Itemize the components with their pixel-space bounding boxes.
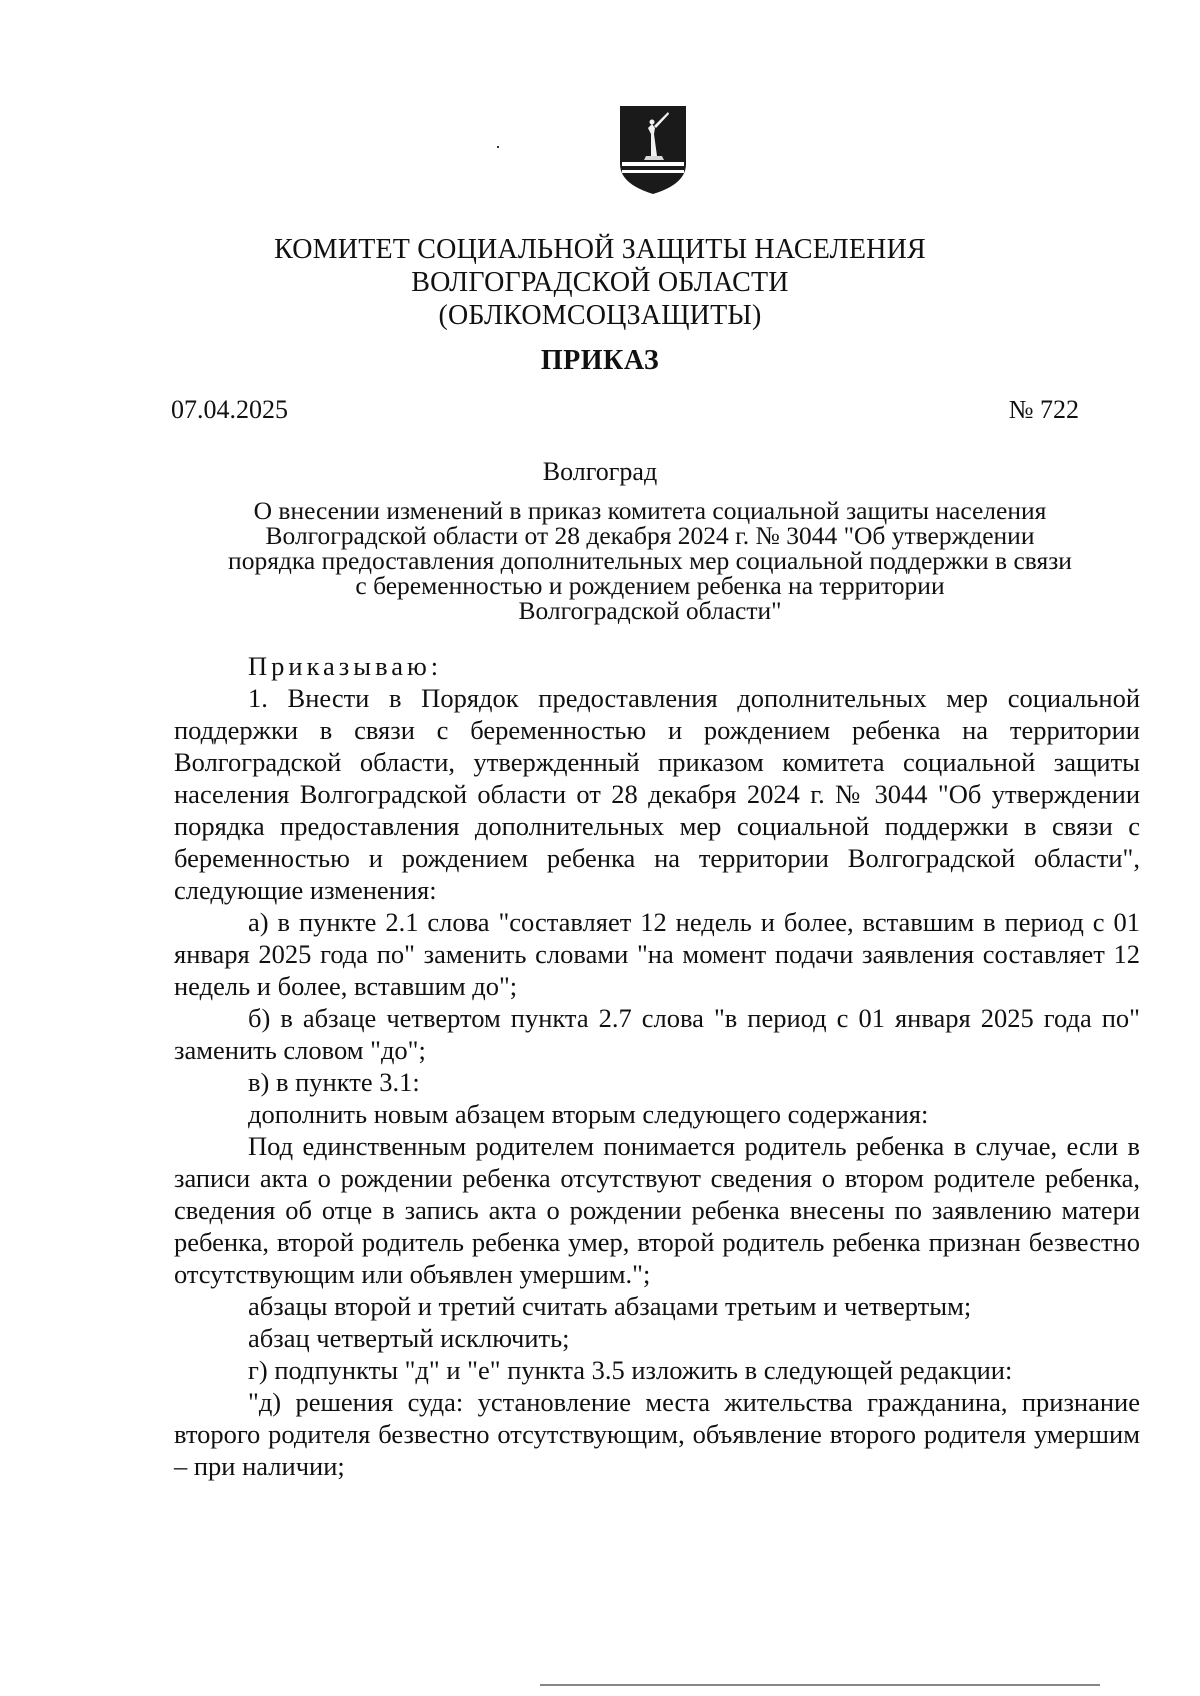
subject-line: О внесении изменений в приказ комитета социальной защиты населения xyxy=(253,496,1047,525)
paragraph-d: "д) решения суда: установление места жительства гражданина, признание второго родителя безвестно отсутствующим, объявление второго родителя умершим – при наличии; xyxy=(174,1387,1140,1481)
paragraph-g: г) подпункты "д" и "е" пункта 3.5 изложить в следующей редакции: xyxy=(248,1355,1013,1385)
paragraph-v: в) в пункте 3.1: xyxy=(248,1067,420,1097)
coat-of-arms-icon xyxy=(618,104,688,196)
order-body xyxy=(174,650,1140,1482)
paragraph-1: 1. Внести в Порядок предоставления дополнительных мер социальной поддержки в связи с беременностью и рождением ребенка на территории Волгоградской области, утвержденный приказом комитета социальной защиты населения Волгоградской области от 28 декабря 2024 г. № 3044 "Об утверждении порядка предоставления дополнительных мер социальной поддержки в связи с беременностью и рождением ребенка на территории Волгоградской области", следующие изменения: xyxy=(174,683,1140,905)
org-abbreviation: (ОБЛКОМСОЦЗАЩИТЫ) xyxy=(438,300,762,331)
paragraph-exclude: абзац четвертый исключить; xyxy=(248,1323,570,1353)
paragraph-single-parent: Под единственным родителем понимается родитель ребенка в случае, если в записи акта о рождении ребенка отсутствуют сведения о втором родителе ребенка, сведения об отце в запись акта о рождении ребенка внесены по заявлению матери ребенка, второй родитель ребенка умер, второй родитель ребенка признан безвестно отсутствующим или объявлен умершим."; xyxy=(174,1131,1140,1289)
page-edge-line xyxy=(540,1684,1100,1686)
subject-line: порядка предоставления дополнительных мер социальной поддержки в связи xyxy=(228,546,1072,575)
paragraph-v-add: дополнить новым абзацем вторым следующего содержания: xyxy=(248,1099,929,1129)
paragraph-renumber: абзацы второй и третий считать абзацами третьим и четвертым; xyxy=(248,1291,972,1321)
subject-line: с беременностью и рождением ребенка на территории xyxy=(355,571,945,600)
subject-line: Волгоградской области от 28 декабря 2024 г. № 3044 "Об утверждении xyxy=(265,521,1035,550)
prikazyvayu-line xyxy=(174,650,1140,682)
volgograd-coat-of-arms-emblem xyxy=(618,104,688,196)
order-number: № 722 xyxy=(1008,395,1079,424)
order-subject xyxy=(170,498,1130,623)
org-name-line-2: ВОЛГОГРАДСКОЙ ОБЛАСТИ xyxy=(411,267,789,298)
paragraph-b: б) в абзаце четвертом пункта 2.7 слова "в период с 01 января 2025 года по" заменить словом "до"; xyxy=(174,1003,1140,1065)
city-name: Волгоград xyxy=(542,457,658,486)
org-name-line-1: КОМИТЕТ СОЦИАЛЬНОЙ ЗАЩИТЫ НАСЕЛЕНИЯ xyxy=(274,234,926,265)
order-date: 07.04.2025 xyxy=(171,395,288,424)
paragraph-a: а) в пункте 2.1 слова "составляет 12 недель и более, вставшим в период с 01 января 2025 года по" заменить словами "на момент подачи заявления составляет 12 недель и более, вставшим до"; xyxy=(174,907,1140,1001)
document-type-title: ПРИКАЗ xyxy=(540,345,660,376)
prikazyvayu-word: Приказываю: xyxy=(248,651,443,681)
scan-speck xyxy=(497,146,499,148)
subject-line: Волгоградской области" xyxy=(518,596,782,625)
